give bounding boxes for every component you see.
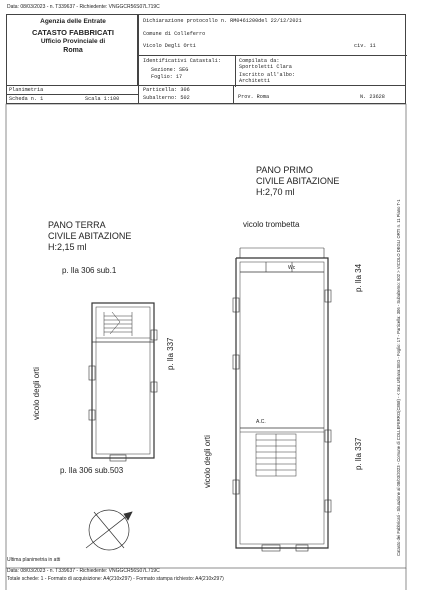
ground-bottom-neighbor: p. lla 306 sub.503 <box>60 466 124 475</box>
iscritto-title: Iscritto all'albo: <box>239 72 296 78</box>
ground-right-neighbor: p. lla 337 <box>166 337 175 370</box>
scheda-label: Scheda n. 1 <box>9 96 44 102</box>
first-floor-height: H:2,70 ml <box>256 187 295 197</box>
iscritto-value: Architetti <box>239 78 271 84</box>
ground-floor-title: PANO TERRA <box>48 220 106 230</box>
first-top-street: vicolo trombetta <box>243 220 300 229</box>
subalterno-value: Subalterno: 502 <box>143 95 190 101</box>
planimetria-label: Planimetria <box>9 87 44 93</box>
ground-top-neighbor: p. lla 306 sub.1 <box>62 266 117 275</box>
ground-floor-height: H:2,15 ml <box>48 242 87 252</box>
comune-label: Comune di Colleferro <box>143 31 206 37</box>
first-street-label: vicolo degli orti <box>203 435 212 488</box>
prov-label: Prov. Roma <box>238 94 270 100</box>
compilata-title: Compilata da: <box>239 58 280 64</box>
bottom-totals: Totale schede: 1 - Formato di acquisizione: A4(210x297) - Formato stampa richiesto: A4(210x297) <box>7 576 224 582</box>
first-floor-use: CIVILE ABITAZIONE <box>256 176 340 186</box>
top-meta: Data: 08/03/2023 - n. T339637 - Richiedente: VNGGCR56S07L719C <box>7 4 160 10</box>
last-plan-note: Ultima planimetria in atti <box>7 557 61 563</box>
ground-floor-plan <box>89 303 157 461</box>
first-floor-title: PANO PRIMO <box>256 165 313 175</box>
ident-title: Identificativi Catastali: <box>143 58 221 64</box>
first-floor-plan <box>233 248 331 551</box>
room-ac-label: A.C. <box>256 419 266 425</box>
ufficio-line: Ufficio Provinciale di <box>40 38 106 45</box>
provincia-name: Roma <box>63 47 83 54</box>
bottom-meta: Data: 08/03/2023 - n. T339637 - Richiedente: VNGGCR56S07L719C <box>7 568 160 574</box>
particella-value: Particella: 306 <box>143 87 190 93</box>
foglio-value: Foglio: 17 <box>151 74 183 80</box>
ground-floor-use: CIVILE ABITAZIONE <box>48 231 132 241</box>
scala-label: Scala 1:100 <box>85 96 120 102</box>
ground-street-label: vicolo degli orti <box>32 367 41 420</box>
sezione-value: Sezione: SEG <box>151 67 189 73</box>
side-meta: Catasto dei Fabbricati - Situazione al 08/03/2023 - Comune di COLLEFERRO(C858) - < Sez.Urbana:SEG - Foglio: 17 - Particella: 306 - Subalterno: 502 > VICOLO DEGLI ORTI n. 11 Piano T-1 <box>396 199 401 556</box>
compilata-name: Sportoletti Clara <box>239 64 292 70</box>
address-label: Vicolo Degli Orti <box>143 43 196 49</box>
catasto-title: CATASTO FABBRICATI <box>32 28 114 37</box>
agency-name: Agenzia delle Entrate <box>40 18 106 25</box>
civic-number: civ. 11 <box>354 43 376 49</box>
first-right-neighbor-bottom: p. lla 337 <box>354 437 363 470</box>
prov-number: N. 23628 <box>360 94 385 100</box>
room-wc-label: Wc <box>288 265 296 271</box>
north-arrow <box>86 510 132 550</box>
first-right-neighbor-top: p. lla 34 <box>354 263 363 292</box>
declaration-protocol: Dichiarazione protocollo n. RM0461200del 22/12/2021 <box>143 18 302 24</box>
